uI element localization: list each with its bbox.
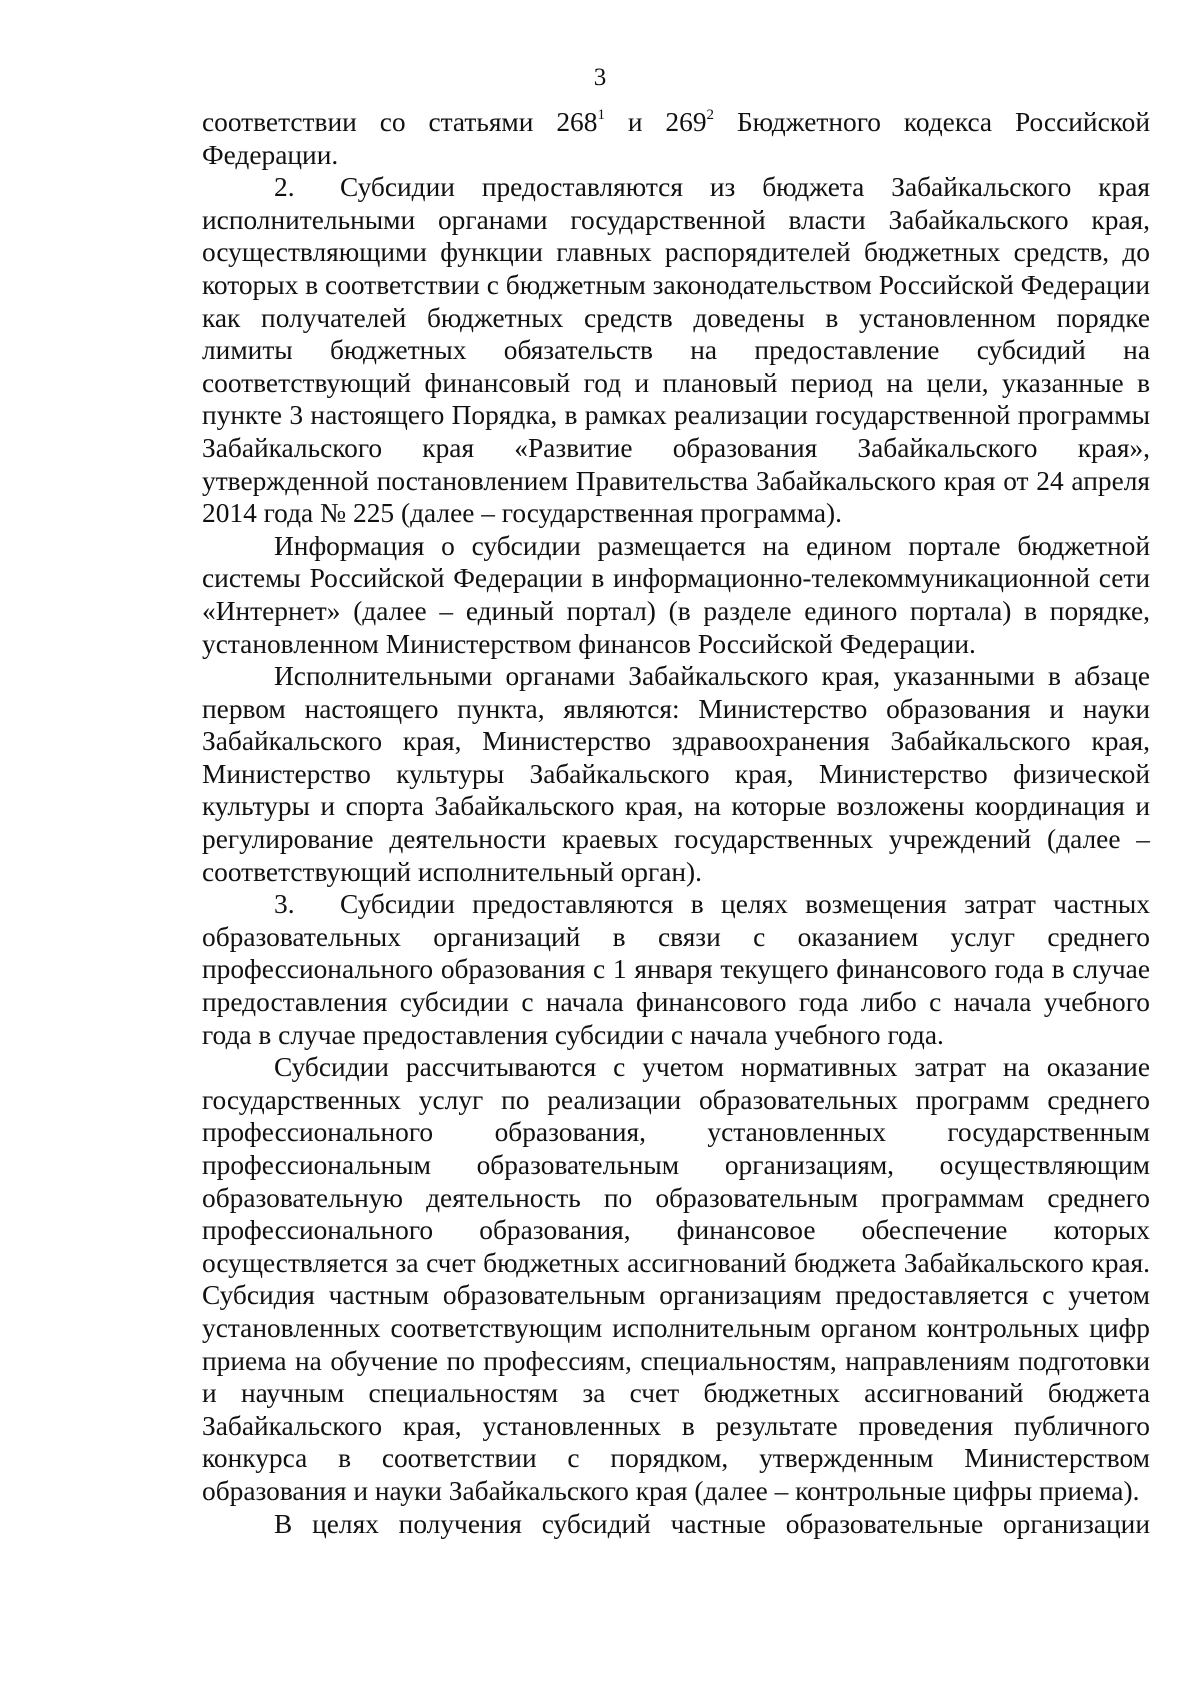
paragraph-text: Субсидии предоставляются из бюджета Забайкальского края исполнительными органами государственной власти Забайкальского края, осуществляющими функции главных распорядителей бюджетных средств, до которых в соответствии с бюджетным законодательством Российской Федерации как получателей бюджетных средств доведены в установленном порядке лимиты бюджетных обязательств на предоставление субсидий на соответствующий финансовый год и плановый период на цели, указанные в пункте 3 настоящего Порядка, в рамках реализации государственной программы Забайкальского края «Развитие образования Забайкальского края», утвержденной постановлением Правительства Забайкальского края от 24 апреля 2014 года № 225 (далее – государственная программа). <box>202 172 1150 529</box>
numbered-paragraph <box>202 888 1150 1051</box>
paragraph-number: 3. <box>274 889 295 920</box>
document-body <box>202 106 1150 1540</box>
paragraph: В целях получения субсидий частные образовательные организации <box>274 1508 1150 1539</box>
paragraph-text: и 269 <box>604 107 707 137</box>
page-number: 3 <box>593 64 607 91</box>
superscript: 2 <box>706 107 715 123</box>
paragraph-continuation <box>202 106 1150 171</box>
paragraph: Субсидии рассчитываются с учетом нормативных затрат на оказание государственных услуг по реализации образовательных программ среднего профессионального образования, установленных государственным профессиональным образовательным организациям, осуществляющим образовательную деятельность по образовательным программам среднего профессионального образования, финансовое обеспечение которых осуществляется за счет бюджетных ассигнований бюджета Забайкальского края. Субсидия частным образовательным организациям предоставляется с учетом установленных соответствующим исполнительным органом контрольных цифр приема на обучение по профессиям, специальностям, направлениям подготовки и научным специальностям за счет бюджетных ассигнований бюджета Забайкальского края, установленных в результате проведения публичного конкурса в соответствии с порядком, утвержденным Министерством образования и науки Забайкальского края (далее – контрольные цифры приема). <box>202 1052 1150 1506</box>
superscript: 1 <box>597 107 605 123</box>
numbered-paragraph <box>202 171 1150 530</box>
paragraph-text: соответствии со статьями 268 <box>202 107 598 137</box>
paragraph: Информация о субсидии размещается на едином портале бюджетной системы Российской Федерации в информационно-телекоммуникационной сети «Интернет» (далее – единый портал) (в разделе единого портала) в порядке, установленном Министерством финансов Российской Федерации. <box>202 530 1150 659</box>
paragraph: Исполнительными органами Забайкальского края, указанными в абзаце первом настоящего пункта, являются: Министерство образования и науки Забайкальского края, Министерство здравоохранения Забайкальского края, Министерство культуры Забайкальского края, Министерство физической культуры и спорта Забайкальского края, на которые возложены координация и регулирование деятельности краевых государственных учреждений (далее – соответствующий исполнительный орган). <box>202 661 1150 887</box>
paragraph-number: 2. <box>274 172 295 203</box>
paragraph-text: Субсидии предоставляются в целях возмещения затрат частных образовательных организаций в связи с оказанием услуг среднего профессионального образования с 1 января текущего финансового года в случае предоставления субсидии с начала финансового года либо с начала учебного года в случае предоставления субсидии с начала учебного года. <box>202 889 1150 1050</box>
paragraph-text: Бюджетного кодекса Российской Федерации. <box>202 107 1150 170</box>
